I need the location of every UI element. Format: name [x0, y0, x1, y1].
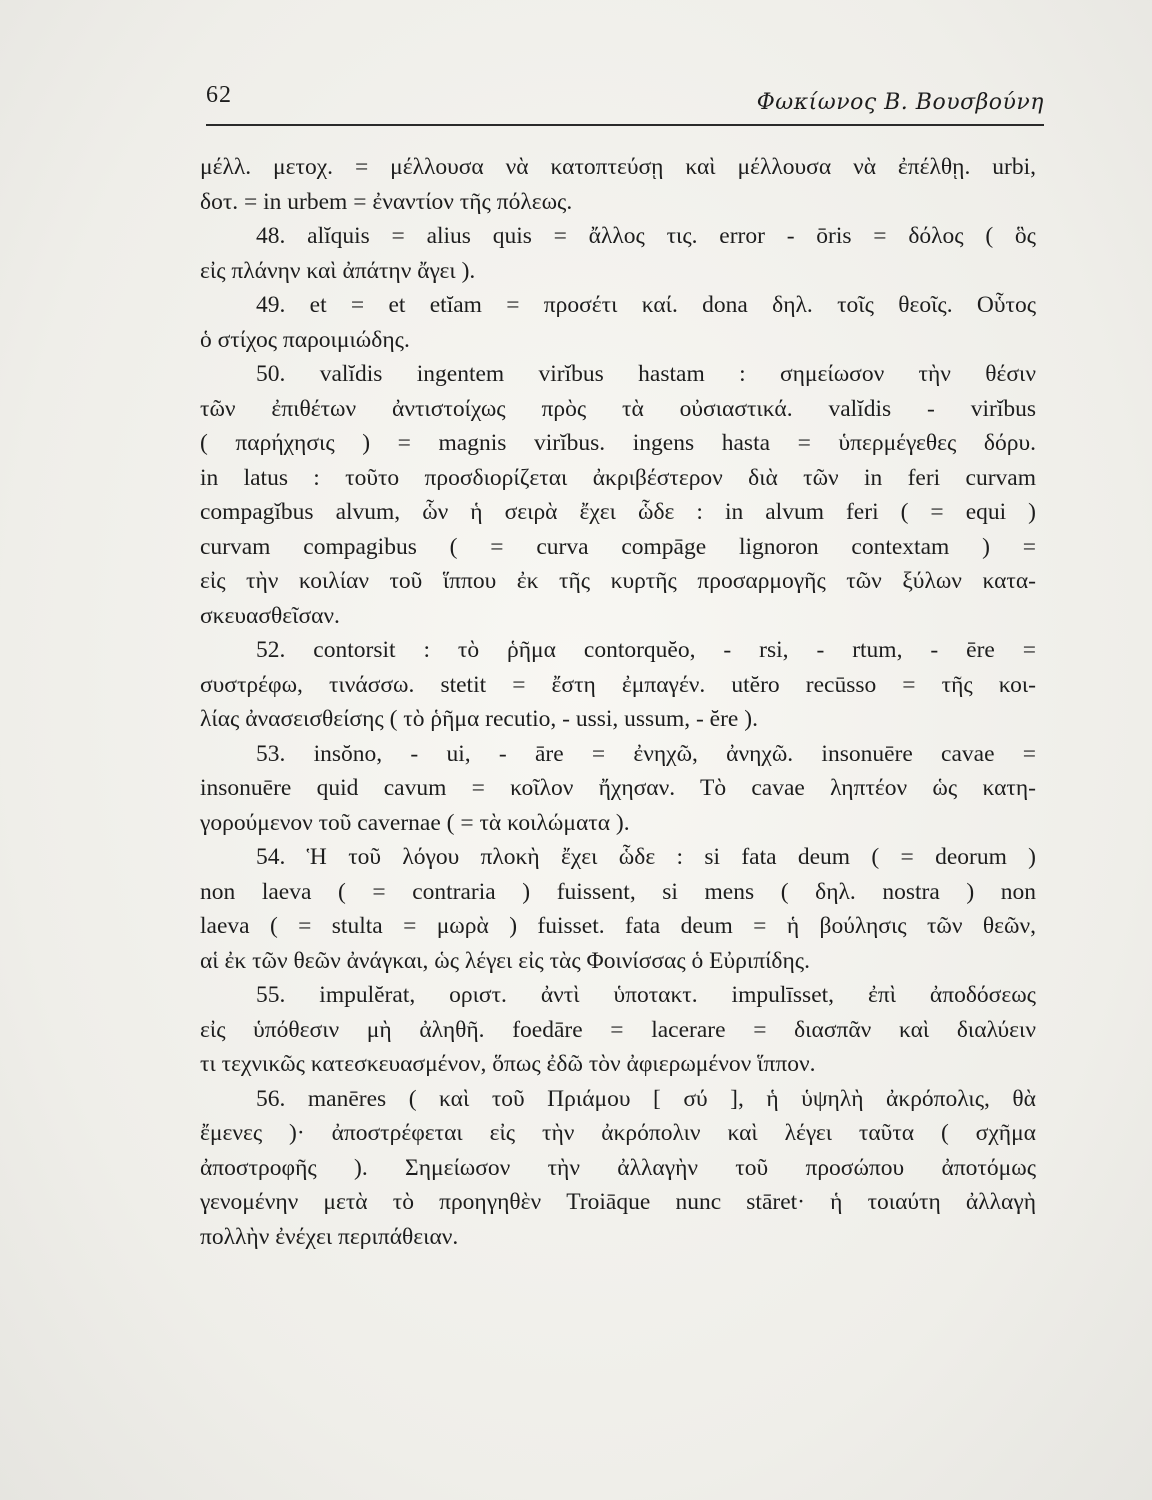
- text-line: τῶν ἐπιθέτων ἀντιστοίχως πρὸς τὰ οὐσιαστικά. valĭdis - virĭbus: [200, 395, 1036, 422]
- text-line: γορούμενον τοῦ cavernae ( = τὰ κοιλώματα ).: [200, 809, 630, 836]
- text-line: curvam compagibus ( = curva compāge lignoron contextam ) =: [200, 533, 1036, 560]
- page-header: [206, 78, 1044, 118]
- text-line: ὁ στίχος παροιμιώδης.: [200, 326, 410, 353]
- text-line: συστρέφω, τινάσσω. stetit = ἔστη ἐμπαγέν. utĕro recūsso = τῆς κοι-: [200, 671, 1036, 698]
- text-line: γενομένην μετὰ τὸ προηγηθὲν Troiāque nunc stāret· ἡ τοιαύτη ἀλλαγὴ: [200, 1189, 1036, 1215]
- text-line: πολλὴν ἐνέχει περιπάθειαν.: [200, 1223, 459, 1250]
- text-line: 54. Ἡ τοῦ λόγου πλοκὴ ἔχει ὧδε : si fata deum ( = deorum ): [256, 844, 1036, 870]
- text-line: in latus : τοῦτο προσδιορίζεται ἀκριβέστερον διὰ τῶν in feri curvam: [200, 464, 1036, 491]
- text-line: 52. contorsit : τὸ ῥῆμα contorquĕo, - rsi, - rtum, - ēre =: [256, 637, 1036, 663]
- text-line: ἀποστροφῆς ). Σημείωσον τὴν ἀλλαγὴν τοῦ προσώπου ἀποτόμως: [200, 1154, 1036, 1181]
- text-line: τι τεχνικῶς κατεσκευασμένον, ὅπως ἐδῶ τὸν ἀφιερωμένον ἵππον.: [200, 1051, 816, 1077]
- text-line: 55. impulĕrat, οριστ. ἀντὶ ὑποτακτ. impulīsset, ἐπὶ ἀποδόσεως: [256, 982, 1036, 1008]
- text-line: 49. et = et etĭam = προσέτι καί. dona δηλ. τοῖς θεοῖς. Οὗτος: [256, 292, 1036, 318]
- text-line: εἰς τὴν κοιλίαν τοῦ ἵππου ἐκ τῆς κυρτῆς προσαρμογῆς τῶν ξύλων κατα-: [200, 568, 1036, 594]
- text-line: ἔμενες )· ἀποστρέφεται εἰς τὴν ἀκρόπολιν καὶ λέγει ταῦτα ( σχῆμα: [200, 1120, 1036, 1146]
- text-line: μέλλ. μετοχ. = μέλλουσα νὰ κατοπτεύσῃ καὶ μέλλουσα νὰ ἐπέλθῃ. urbi,: [200, 154, 1036, 180]
- text-line: 48. alĭquis = alius quis = ἄλλος τις. error - ōris = δόλος ( ὃς: [256, 223, 1036, 249]
- text-line: 53. insŏno, - ui, - āre = ἐνηχῶ, ἀνηχῶ. insonuēre cavae =: [256, 740, 1036, 767]
- text-line: compagĭbus alvum, ὧν ἡ σειρὰ ἔχει ὧδε : in alvum feri ( = equi ): [200, 499, 1036, 525]
- text-line: 50. valĭdis ingentem virĭbus hastam : σημείωσον τὴν θέσιν: [256, 361, 1036, 387]
- text-line: 56. manēres ( καὶ τοῦ Πριάμου [ σύ ], ἡ ὑψηλὴ ἀκρόπολις, θὰ: [256, 1085, 1036, 1112]
- text-line: insonuēre quid cavum = κοῖλον ἤχησαν. Τὸ cavae ληπτέον ὡς κατη-: [200, 775, 1036, 801]
- running-head: Φωκίωνος Β. Βουσβούνη: [756, 90, 1044, 115]
- text-line: ( παρήχησις ) = magnis virĭbus. ingens hasta = ὑπερμέγεθες δόρυ.: [200, 430, 1036, 456]
- text-line: λίας ἀνασεισθείσης ( τὸ ῥῆμα recutio, - ussi, ussum, - ĕre ).: [200, 706, 758, 732]
- text-line: εἰς ὑπόθεσιν μὴ ἀληθῆ. foedāre = lacerare = διασπᾶν καὶ διαλύειν: [200, 1016, 1036, 1043]
- header-rule: [206, 124, 1044, 126]
- text-line: δοτ. = in urbem = ἐναντίον τῆς πόλεως.: [200, 188, 573, 215]
- text-line: αἱ ἐκ τῶν θεῶν ἀνάγκαι, ὡς λέγει εἰς τὰς Φοινίσσας ὁ Εὐριπίδης.: [200, 947, 810, 974]
- page-number: 62: [206, 82, 232, 108]
- text-line: laeva ( = stulta = μωρὰ ) fuisset. fata deum = ἡ βούλησις τῶν θεῶν,: [200, 913, 1036, 939]
- text-line: σκευασθεῖσαν.: [200, 602, 340, 629]
- text-line: non laeva ( = contraria ) fuissent, si mens ( δηλ. nostra ) non: [200, 878, 1036, 905]
- body-text: [200, 150, 1036, 1254]
- text-line: εἰς πλάνην καὶ ἀπάτην ἄγει ).: [200, 257, 476, 284]
